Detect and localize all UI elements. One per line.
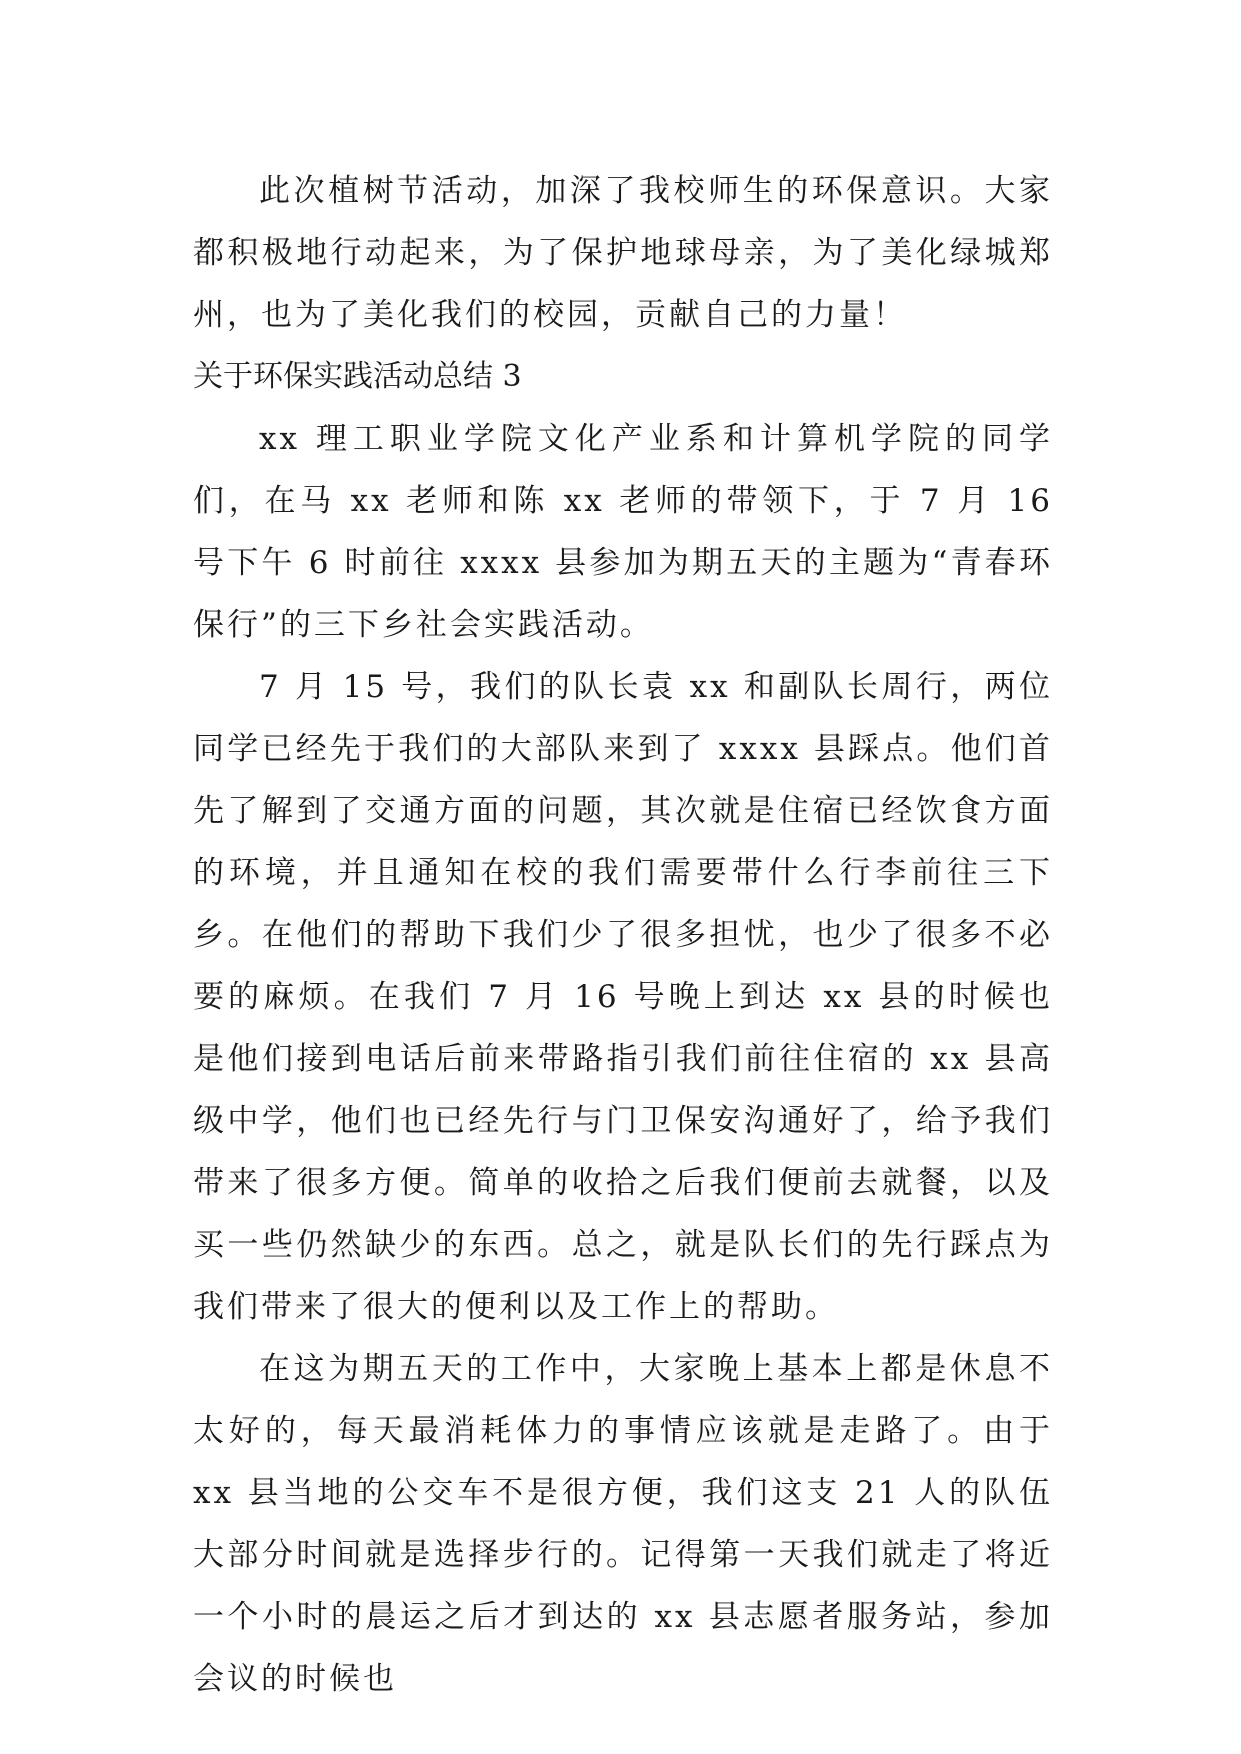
paragraph-intro: xx 理工职业学院文化产业系和计算机学院的同学们，在马 xx 老师和陈 xx 老师的带领下，于 7 月 16 号下午 6 时前往 xxxx 县参加为期五天的主题为“青春环保行”的三下乡社会实践活动。 (193, 421, 1053, 643)
paragraph-five-days: 在这为期五天的工作中，大家晚上基本上都是休息不太好的，每天最消耗体力的事情应该就是走路了。由于 xx 县当地的公交车不是很方便，我们这支 21 人的队伍大部分时间就是选择步行的。记得第一天我们就走了将近一个小时的晨运之后才到达的 xx 县志愿者服务站，参加会议的时候也 (193, 1351, 1053, 1697)
paragraph-tree-planting: 此次植树节活动，加深了我校师生的环保意识。大家都积极地行动起来，为了保护地球母亲，为了美化绿城郑州，也为了美化我们的校园，贡献自己的力量！ (193, 173, 1053, 333)
paragraph-team-leaders: 7 月 15 号，我们的队长袁 xx 和副队长周行，两位同学已经先于我们的大部队来到了 xxxx 县踩点。他们首先了解到了交通方面的问题，其次就是住宿已经饮食方面的环境，并且通知在校的我们需要带什么行李前往三下乡。在他们的帮助下我们少了很多担忧，也少了很多不必要的麻烦。在我们 7 月 16 号晚上到达 xx 县的时候也是他们接到电话后前来带路指引我们前往住宿的 xx 县高级中学，他们也已经先行与门卫保安沟通好了，给予我们带来了很多方便。简单的收拾之后我们便前去就餐，以及买一些仍然缺少的东西。总之，就是队长们的先行踩点为我们带来了很大的便利以及工作上的帮助。 (193, 669, 1053, 1325)
document-body (193, 160, 1053, 1710)
section-heading: 关于环保实践活动总结 3 (193, 359, 522, 394)
